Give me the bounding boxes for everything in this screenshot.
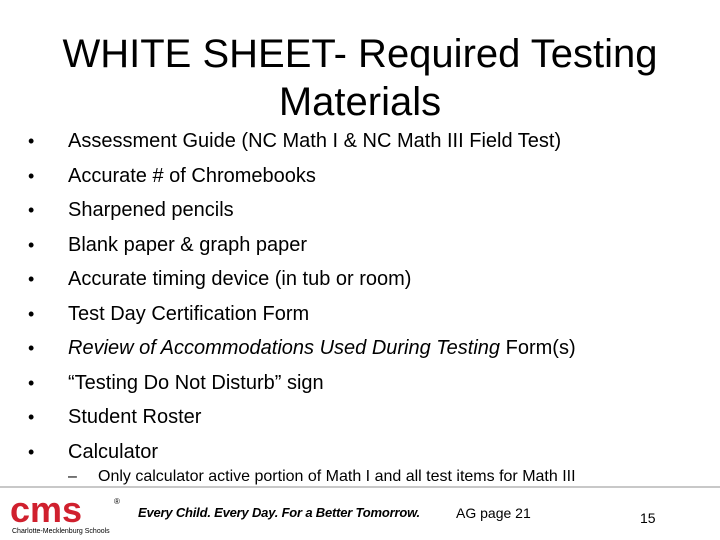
sub-bullet [68,468,576,486]
page-number: 15 [640,510,656,526]
bullet-item [28,159,688,194]
bullet-text: Sharpened pencils [68,199,234,221]
bullet-text: Blank paper & graph paper [68,233,308,256]
bullet-marker: • [28,303,35,324]
bullet-marker: • [28,269,35,289]
cms-logo [8,490,130,536]
bullet-marker: • [28,165,35,186]
bullet-text: Student Roster [68,406,202,428]
bullet-item [28,262,688,297]
bullet-marker: • [28,234,35,255]
footer-tagline: Every Child. Every Day. For a Better Tomorrow. [138,505,420,520]
footer-divider [0,486,720,488]
bullet-text: Test Day Certification Form [68,302,310,325]
bullet-text: Assessment Guide (NC Math I & NC Math III Field Test) [68,130,562,152]
bullet-marker: • [28,441,35,462]
bullet-text: “Testing Do Not Disturb” sign [68,371,324,394]
sub-bullet-marker: – [68,468,77,485]
bullet-text: Accurate timing device (in tub or room) [68,268,412,290]
sub-bullet-text: Only calculator active portion of Math I and all test items for Math III [98,468,576,485]
bullet-list [28,124,688,469]
bullet-item [28,124,688,159]
bullet-text-italic: Review of Accommodations Used During Testing [68,337,501,359]
bullet-item [28,193,688,228]
bullet-marker: • [28,407,35,427]
bullet-marker: • [28,372,35,393]
bullet-marker: • [28,131,35,151]
bullet-item [28,400,688,435]
bullet-item [28,435,688,470]
logo-subtext: Charlotte-Mecklenburg Schools [12,528,110,535]
bullet-marker: • [28,338,35,358]
bullet-text: Form(s) [500,337,576,359]
logo-wordmark: cms [10,490,83,530]
slide-title: WHITE SHEET- Required Testing Materials [62,32,658,124]
bullet-item [28,366,688,401]
bullet-text: Calculator [68,440,159,463]
logo-registered-mark: ® [114,497,120,506]
ag-page-reference: AG page 21 [456,505,531,521]
bullet-item [28,297,688,332]
bullet-marker: • [28,200,35,220]
bullet-item [28,228,688,263]
bullet-item [28,331,688,366]
bullet-text: Accurate # of Chromebooks [68,164,316,187]
